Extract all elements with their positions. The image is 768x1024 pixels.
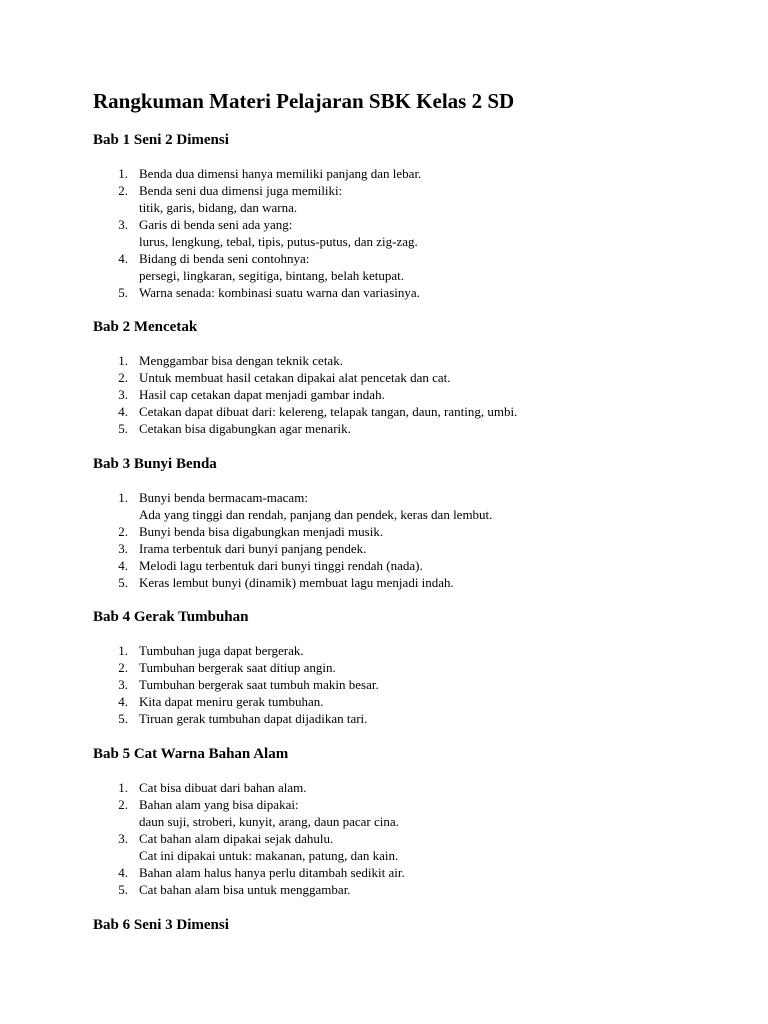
chapter-heading: Bab 2 Mencetak xyxy=(93,319,198,335)
item-text: Tumbuhan bergerak saat ditiup angin. xyxy=(139,660,336,675)
item-number: 4. xyxy=(118,404,128,419)
item-text: Bahan alam yang bisa dipakai: xyxy=(139,797,299,812)
item-number: 1. xyxy=(118,643,128,658)
item-number: 3. xyxy=(118,541,128,556)
item-subtext: persegi, lingkaran, segitiga, bintang, belah ketupat. xyxy=(139,268,404,283)
item-text: Cat bahan alam bisa untuk menggambar. xyxy=(139,882,351,897)
item-text: Melodi lagu terbentuk dari bunyi tinggi rendah (nada). xyxy=(139,558,423,573)
item-number: 1. xyxy=(118,166,128,181)
item-number: 3. xyxy=(118,387,128,402)
item-text: Bunyi benda bermacam-macam: xyxy=(139,490,308,505)
chapter-heading: Bab 1 Seni 2 Dimensi xyxy=(93,132,229,148)
item-number: 1. xyxy=(118,490,128,505)
item-subtext: Ada yang tinggi dan rendah, panjang dan pendek, keras dan lembut. xyxy=(139,507,493,522)
item-number: 3. xyxy=(118,217,128,232)
item-subtext: Cat ini dipakai untuk: makanan, patung, dan kain. xyxy=(139,848,399,863)
chapter-heading: Bab 3 Bunyi Benda xyxy=(93,456,217,472)
item-number: 5. xyxy=(118,421,128,436)
item-text: Bidang di benda seni contohnya: xyxy=(139,251,310,266)
document-title: Rangkuman Materi Pelajaran SBK Kelas 2 SD xyxy=(93,89,515,113)
item-text: Benda dua dimensi hanya memiliki panjang dan lebar. xyxy=(139,166,422,181)
item-number: 3. xyxy=(118,831,128,846)
item-text: Bahan alam halus hanya perlu ditambah sedikit air. xyxy=(139,865,405,880)
item-text: Cat bisa dibuat dari bahan alam. xyxy=(139,780,307,795)
item-text: Cat bahan alam dipakai sejak dahulu. xyxy=(139,831,334,846)
chapter-heading: Bab 6 Seni 3 Dimensi xyxy=(93,917,229,933)
item-number: 2. xyxy=(118,660,128,675)
item-number: 3. xyxy=(118,677,128,692)
item-number: 5. xyxy=(118,882,128,897)
item-subtext: titik, garis, bidang, dan warna. xyxy=(139,200,298,215)
item-text: Tiruan gerak tumbuhan dapat dijadikan tari. xyxy=(139,711,368,726)
item-text: Warna senada: kombinasi suatu warna dan variasinya. xyxy=(139,285,420,300)
item-text: Kita dapat meniru gerak tumbuhan. xyxy=(139,694,324,709)
item-text: Tumbuhan bergerak saat tumbuh makin besar. xyxy=(139,677,379,692)
item-number: 4. xyxy=(118,694,128,709)
item-text: Garis di benda seni ada yang: xyxy=(139,217,293,232)
item-text: Irama terbentuk dari bunyi panjang pendek. xyxy=(139,541,367,556)
item-text: Benda seni dua dimensi juga memiliki: xyxy=(139,183,343,198)
item-number: 5. xyxy=(118,711,128,726)
item-text: Tumbuhan juga dapat bergerak. xyxy=(139,643,304,658)
item-number: 1. xyxy=(118,780,128,795)
item-text: Hasil cap cetakan dapat menjadi gambar indah. xyxy=(139,387,385,402)
item-text: Keras lembut bunyi (dinamik) membuat lagu menjadi indah. xyxy=(139,575,454,590)
item-text: Cetakan bisa digabungkan agar menarik. xyxy=(139,421,351,436)
item-number: 5. xyxy=(118,575,128,590)
item-number: 2. xyxy=(118,797,128,812)
chapter-heading: Bab 5 Cat Warna Bahan Alam xyxy=(93,746,289,762)
item-text: Cetakan dapat dibuat dari: kelereng, telapak tangan, daun, ranting, umbi. xyxy=(139,404,518,419)
item-number: 2. xyxy=(118,183,128,198)
item-number: 4. xyxy=(118,865,128,880)
item-number: 2. xyxy=(118,524,128,539)
item-text: Menggambar bisa dengan teknik cetak. xyxy=(139,353,343,368)
item-number: 1. xyxy=(118,353,128,368)
item-number: 5. xyxy=(118,285,128,300)
item-number: 4. xyxy=(118,558,128,573)
item-subtext: daun suji, stroberi, kunyit, arang, daun pacar cina. xyxy=(139,814,399,829)
item-subtext: lurus, lengkung, tebal, tipis, putus-putus, dan zig-zag. xyxy=(139,234,418,249)
item-number: 2. xyxy=(118,370,128,385)
item-number: 4. xyxy=(118,251,128,266)
item-text: Untuk membuat hasil cetakan dipakai alat pencetak dan cat. xyxy=(139,370,451,385)
chapter-heading: Bab 4 Gerak Tumbuhan xyxy=(93,609,249,625)
item-text: Bunyi benda bisa digabungkan menjadi musik. xyxy=(139,524,384,539)
